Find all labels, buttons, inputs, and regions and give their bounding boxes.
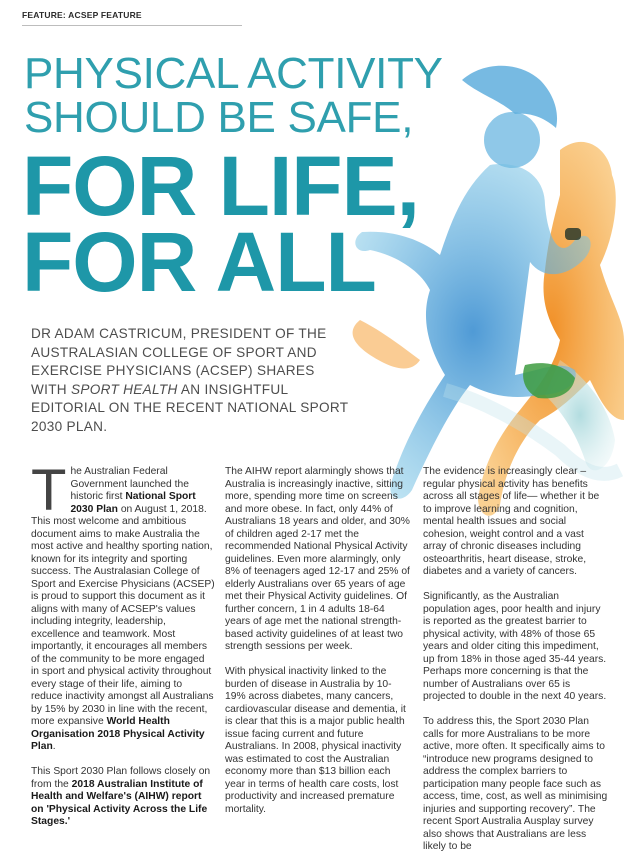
section-kicker: FEATURE: ACSEP FEATURE [22, 10, 142, 20]
article-body [31, 458, 616, 852]
standfirst [31, 325, 351, 436]
headline-line-4: FOR ALL [22, 215, 376, 309]
paragraph-2 [31, 766, 215, 829]
p1-text-c: on August 1, 2018. This most welcome and ambitious document aims to make Australia the most active and healthy sporting nation, known for its integrity and sporting success. The Australasian College of Sport and Exercise Physicians (ACSEP) is proud to support this document as it aligns with many of ACSEP's values including integrity, leadership, excellence and teamwork. Most importantly, it encourages all members of the community to be more engaged in sport and physical activity throughout every stage of their life, aiming to reduce inactivity amongst all Australians by 15% by 2030 in line with the recent, more expansive [31, 503, 215, 727]
standfirst-text-c: AN INSIGHTFUL EDITORIAL ON THE RECENT NATIONAL SPORT 2030 PLAN. [31, 381, 349, 434]
headline-line-3: FOR LIFE, [22, 139, 419, 233]
paragraph-1 [31, 458, 215, 754]
headline-line-2: SHOULD BE SAFE, [24, 93, 414, 142]
p1-bold-d: World Health Organisation 2018 Physical Activity Plan [31, 716, 205, 752]
kicker-divider [22, 25, 242, 26]
p1-bold-b: National Sport 2030 Plan [70, 491, 196, 515]
p1-text-a: he Australian Federal Government launched the historic first [70, 466, 189, 502]
p2-bold-b: 2018 Australian Institute of Health and Welfare's (AIHW) report on 'Physical Activity Across the Life Stages.' [31, 778, 208, 827]
headline-bold [22, 139, 419, 309]
drop-cap: T [31, 458, 67, 523]
p1-text-e: . [52, 741, 56, 752]
article-column-1 [31, 458, 215, 827]
standfirst-text-a: DR ADAM CASTRICUM, PRESIDENT OF THE AUSTRALASIAN COLLEGE OF SPORT AND EXERCISE PHYSICIANS (ACSEP) SHARES WITH [31, 326, 327, 397]
head-shape [484, 112, 540, 168]
paragraph-3: With physical inactivity linked to the burden of disease in Australia by 10-19% across diabetes, many cancers, cardiovascular disease and dementia, it is clear that this is a major public health issue facing current and future Australians. In 2008, physical inactivity was estimated to cost the Australian economy more than $13 billion each year in terms of health care costs, lost productivity and increased premature mortality. [225, 666, 406, 815]
standfirst-publication: SPORT HEALTH [71, 381, 178, 397]
paragraph-2-continued: The AIHW report alarmingly shows that Australia is increasingly inactive, sitting more, spending more time on screens and more obese. In fact, only 44% of Australians 18 years and older, and 30% of children aged 2-17 met the recommended National Physical Activity guidelines. Even more alarmingly, only 8% of teenagers aged 12-17 and 25% of elderly Australians over 65 years of age met their Physical Activity guidelines. Of further concern, 1 in 4 adults 18-64 years of age met the national strength-based activity guidelines of at least two strength sessions per week. [225, 466, 410, 652]
article-column-2 [225, 466, 411, 817]
article-column-3 [423, 466, 608, 852]
wristband-shape [565, 228, 581, 240]
orange-trailing-leg [353, 320, 420, 368]
paragraph-6: To address this, the Sport 2030 Plan calls for more Australians to be more active, more often. It specifically aims to “introduce new programs designed to address the complex barriers to participation many people face such as access, time, cost, as well as minimising injuries and supporting recovery”. The recent Sport Australia Ausplay survey also shows that Australians are less likely to be [423, 716, 608, 852]
p2-text-a: This Sport 2030 Plan follows closely on from the [31, 766, 211, 790]
paragraph-4-continued: The evidence is increasingly clear – regular physical activity has benefits across all stages of life— whether it be to improve learning and cognition, mental health issues and social cohesion, weight control and a vast array of chronic diseases including osteoarthritis, heart disease, stroke, diabetes and a variety of cancers. [423, 466, 600, 577]
paragraph-5: Significantly, as the Australian population ages, poor health and injury is reported as the greatest barrier to physical activity, with 48% of those 65 years and older citing this impediment, up from 18% in those aged 35-44 years. Perhaps more concerning is that the number of Australians over 65 is projected to double in the next 40 years. [423, 591, 607, 702]
headline-line-1: PHYSICAL ACTIVITY [24, 49, 443, 98]
headline-light [24, 49, 443, 142]
